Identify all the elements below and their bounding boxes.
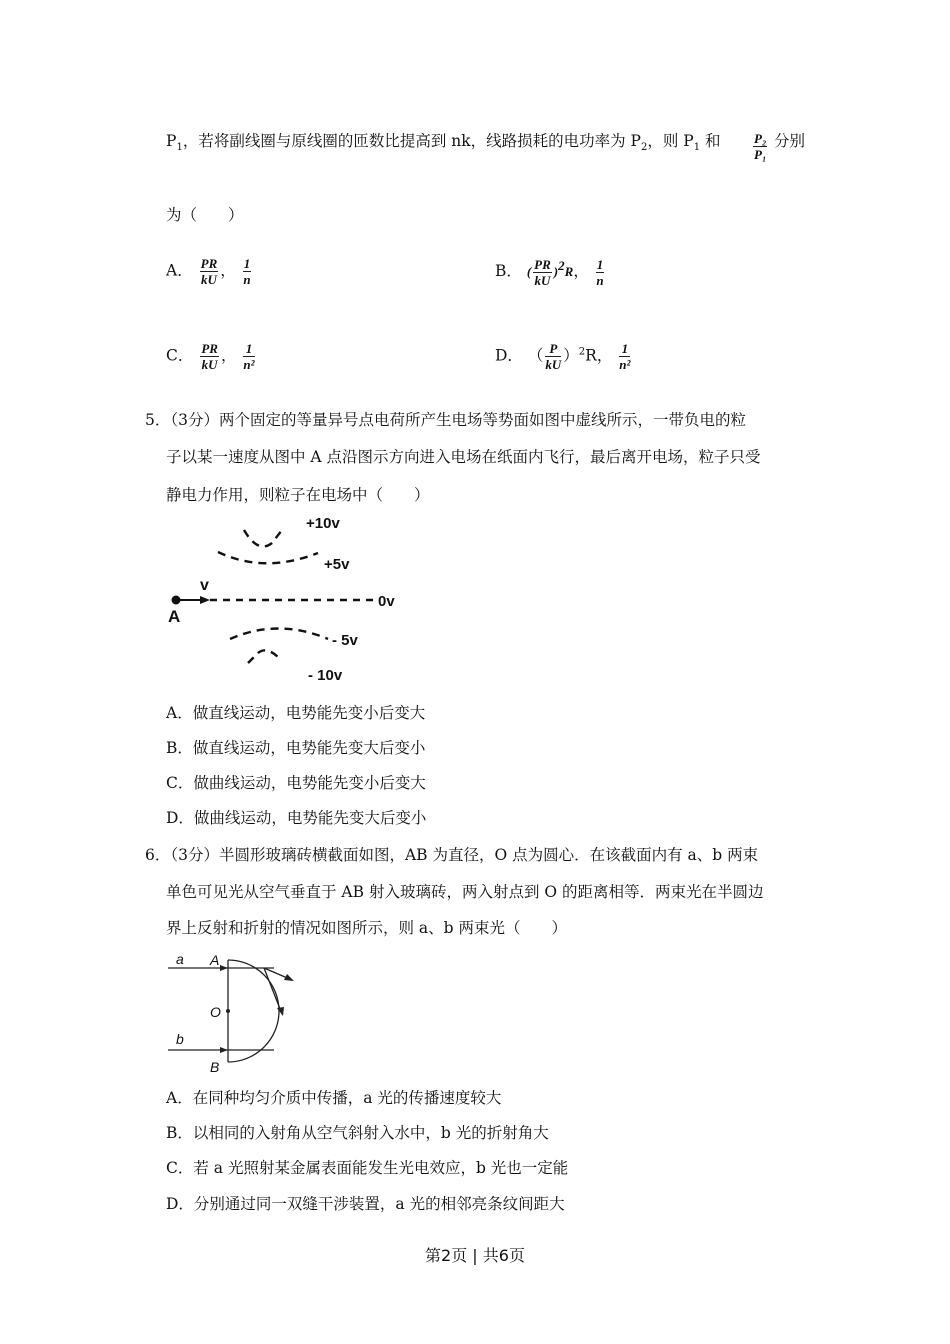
q4-continuation-line1: $P_1$，若将副线圈与原线圈的匝数比提高到 nk，线路损耗的电功率为 $P_2$，则 $P_1$ 和 <box>166 132 721 154</box>
q6-option-d[interactable]: D．分别通过同一双缝干涉装置，a 光的相邻亮条纹间距大 <box>166 1195 565 1213</box>
semicircle-boundary <box>228 960 279 1062</box>
q4-option-c[interactable]: C． $\frac{PR}{kU}$ ， $\frac{1}{\text{n²}}$ <box>166 341 255 372</box>
label-ray-a: a <box>176 951 184 967</box>
equipotential-plus5 <box>218 552 318 563</box>
q4-option-d[interactable]: D． （ $\frac{P}{kU}$ ）$^2$R， $\frac{1}{\text{n²}}$ <box>495 341 631 372</box>
label-ray-b: b <box>176 1031 184 1047</box>
arrow-a-reflected <box>277 1007 284 1016</box>
equipotential-plus10 <box>244 530 282 546</box>
q5-option-a[interactable]: A．做直线运动，电势能先变小后变大 <box>166 704 426 722</box>
q5-equipotential-figure <box>166 512 406 688</box>
arrow-a-refracted <box>284 974 294 981</box>
q6-option-c[interactable]: C．若 a 光照射某金属表面能发生光电效应，b 光也一定能 <box>166 1159 569 1177</box>
q4-option-a[interactable]: A． $\frac{PR}{kU}$ ， $\frac{1}{n}$ <box>166 256 251 287</box>
velocity-arrowhead <box>200 596 210 604</box>
q5-stem-line2: 子以某一速度从图中 A 点沿图示方向进入电场在纸面内飞行，最后离开电场，粒子只受 <box>166 448 761 466</box>
q6-stem-line3: 界上反射和折射的情况如图所示，则 a、b 两束光（ ） <box>166 919 568 937</box>
q6-option-b[interactable]: B．以相同的入射角从空气斜射入水中，b 光的折射角大 <box>166 1124 549 1142</box>
label-velocity: v <box>200 577 209 594</box>
label-point-o: O <box>210 1004 221 1020</box>
label-point-a: A <box>210 952 220 968</box>
label-minus5: - 5v <box>332 632 358 649</box>
equipotential-minus10 <box>248 650 278 663</box>
page-footer: 第2页 | 共6页 <box>425 1246 525 1265</box>
q6-stem-line2: 单色可见光从空气垂直于 AB 射入玻璃砖，两入射点到 O 的距离相等．两束光在半圆边 <box>166 883 764 901</box>
q5-option-b[interactable]: B．做直线运动，电势能先变大后变小 <box>166 739 426 757</box>
label-point-a: A <box>168 607 181 626</box>
q4-continuation-tail: 分别 <box>774 132 806 150</box>
label-minus10: - 10v <box>308 667 343 684</box>
label-zero: 0v <box>378 593 395 610</box>
label-point-b: B <box>210 1059 220 1075</box>
q6-stem-line1: 6．（3分）半圆形玻璃砖横截面如图，AB 为直径，O 点为圆心．在该截面内有 a、b 两束 <box>145 846 759 864</box>
label-plus5: +5v <box>324 556 350 573</box>
q4-option-b[interactable]: B． ( $\frac{PR}{kU}$ )$^2$R， $\frac{1}{n}$ <box>495 256 604 288</box>
q6-semicircle-figure <box>166 948 306 1076</box>
arrow-a-in <box>220 965 228 971</box>
arrow-b-in <box>220 1047 228 1053</box>
q5-stem-line3: 静电力作用，则粒子在电场中（ ） <box>166 486 430 504</box>
q5-option-c[interactable]: C．做曲线运动，电势能先变小后变大 <box>166 774 426 792</box>
equipotential-minus5 <box>230 629 328 640</box>
center-o-dot <box>226 1009 230 1013</box>
q6-option-a[interactable]: A．在同种均匀介质中传播，a 光的传播速度较大 <box>166 1089 502 1107</box>
q4-ratio-fraction: $\frac{\text{P₂}}{\text{P₁}}$ <box>754 131 767 162</box>
label-plus10: +10v <box>306 515 340 532</box>
q5-stem-line1: 5．（3分）两个固定的等量异号点电荷所产生电场等势面如图中虚线所示，一带负电的粒 <box>145 411 746 429</box>
q5-option-d[interactable]: D．做曲线运动，电势能先变大后变小 <box>166 809 427 827</box>
q4-continuation-line2: 为（ ） <box>166 206 244 224</box>
